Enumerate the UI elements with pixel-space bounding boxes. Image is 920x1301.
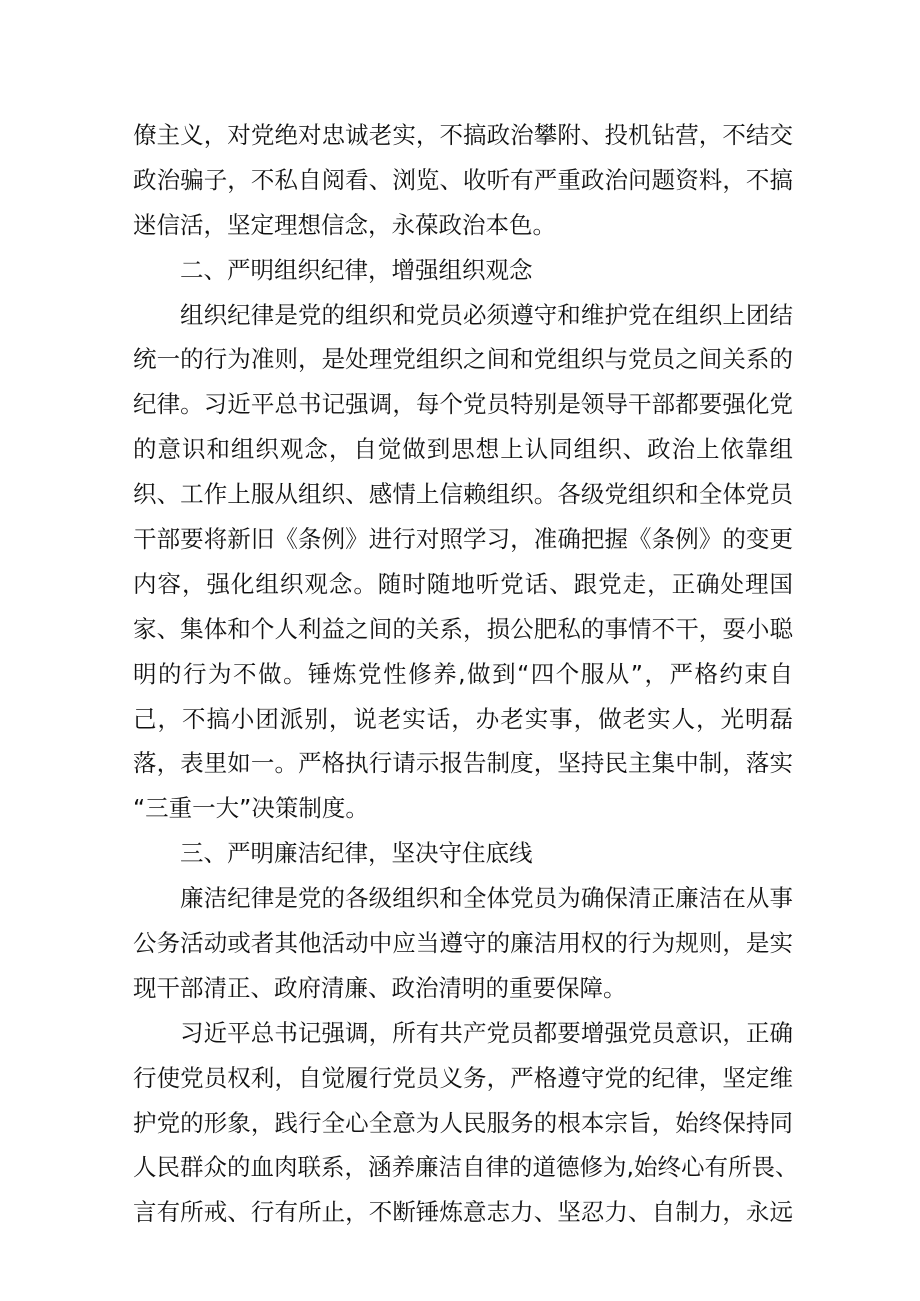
paragraph-continuation xyxy=(133,113,793,248)
text-line: 的意识和组织观念，自觉做到思想上认同组织、政治上依靠组 xyxy=(133,435,793,464)
text-line: 言有所戒、行有所止，不断锤炼意志力、坚忍力、自制力，永远 xyxy=(133,1198,793,1227)
paragraph-integrity-discipline xyxy=(133,876,793,1011)
text-line: 政治骗子，不私自阅看、浏览、收听有严重政治问题资料，不搞 xyxy=(133,165,793,194)
text-line: 己，不搞小团派别，说老实话，办老实事，做老实人，光明磊 xyxy=(133,704,793,733)
paragraph-organization-discipline xyxy=(133,293,793,832)
text-line: 迷信活，坚定理想信念，永葆政治本色。 xyxy=(133,210,556,239)
text-line: 习近平总书记强调，所有共产党员都要增强党员意识，正确 xyxy=(180,1018,793,1047)
text-line: 护党的形象，践行全心全意为人民服务的根本宗旨，始终保持同 xyxy=(133,1108,793,1137)
paragraph-party-member-awareness xyxy=(133,1011,799,1235)
text-line: 现干部清正、政府清廉、政治清明的重要保障。 xyxy=(133,973,627,1002)
document-body xyxy=(133,113,799,1235)
text-line: 僚主义，对党绝对忠诚老实，不搞政治攀附、投机钻营，不结交 xyxy=(133,121,793,149)
text-line: 组织纪律是党的组织和党员必须遵守和维护党在组织上团结 xyxy=(180,300,793,329)
text-line: 织、工作上服从组织、感情上信赖组织。各级党组织和全体党员 xyxy=(133,480,793,509)
text-line: 家、集体和个人利益之间的关系，损公肥私的事情不干，耍小聪 xyxy=(133,614,793,643)
text-line: 明的行为不做。锤炼党性修养,做到“四个服从”，严格约束自 xyxy=(133,659,793,688)
section-heading-integrity: 三、严明廉洁纪律，坚决守住底线 xyxy=(180,839,533,868)
text-line: 落，表里如一。严格执行请示报告制度，坚持民主集中制，落实 xyxy=(133,749,793,778)
text-line: 内容，强化组织观念。随时随地听党话、跟党走，正确处理国 xyxy=(133,569,793,598)
text-line: “三重一大”决策制度。 xyxy=(133,794,369,823)
text-line: 行使党员权利，自觉履行党员义务，严格遵守党的纪律，坚定维 xyxy=(133,1063,793,1092)
text-line: 公务活动或者其他活动中应当遵守的廉洁用权的行为规则，是实 xyxy=(133,929,793,958)
text-line: 纪律。习近平总书记强调，每个党员特别是领导干部都要强化党 xyxy=(133,390,793,419)
text-line: 统一的行为准则，是处理党组织之间和党组织与党员之间关系的 xyxy=(133,345,793,374)
text-line: 廉洁纪律是党的各级组织和全体党员为确保清正廉洁在从事 xyxy=(180,884,793,913)
text-line: 干部要将新旧《条例》进行对照学习，准确把握《条例》的变更 xyxy=(133,525,793,554)
text-line: 人民群众的血肉联系，涵养廉洁自律的道德修为,始终心有所畏、 xyxy=(133,1153,799,1182)
section-heading-organization: 二、严明组织纪律，增强组织观念 xyxy=(180,255,533,284)
